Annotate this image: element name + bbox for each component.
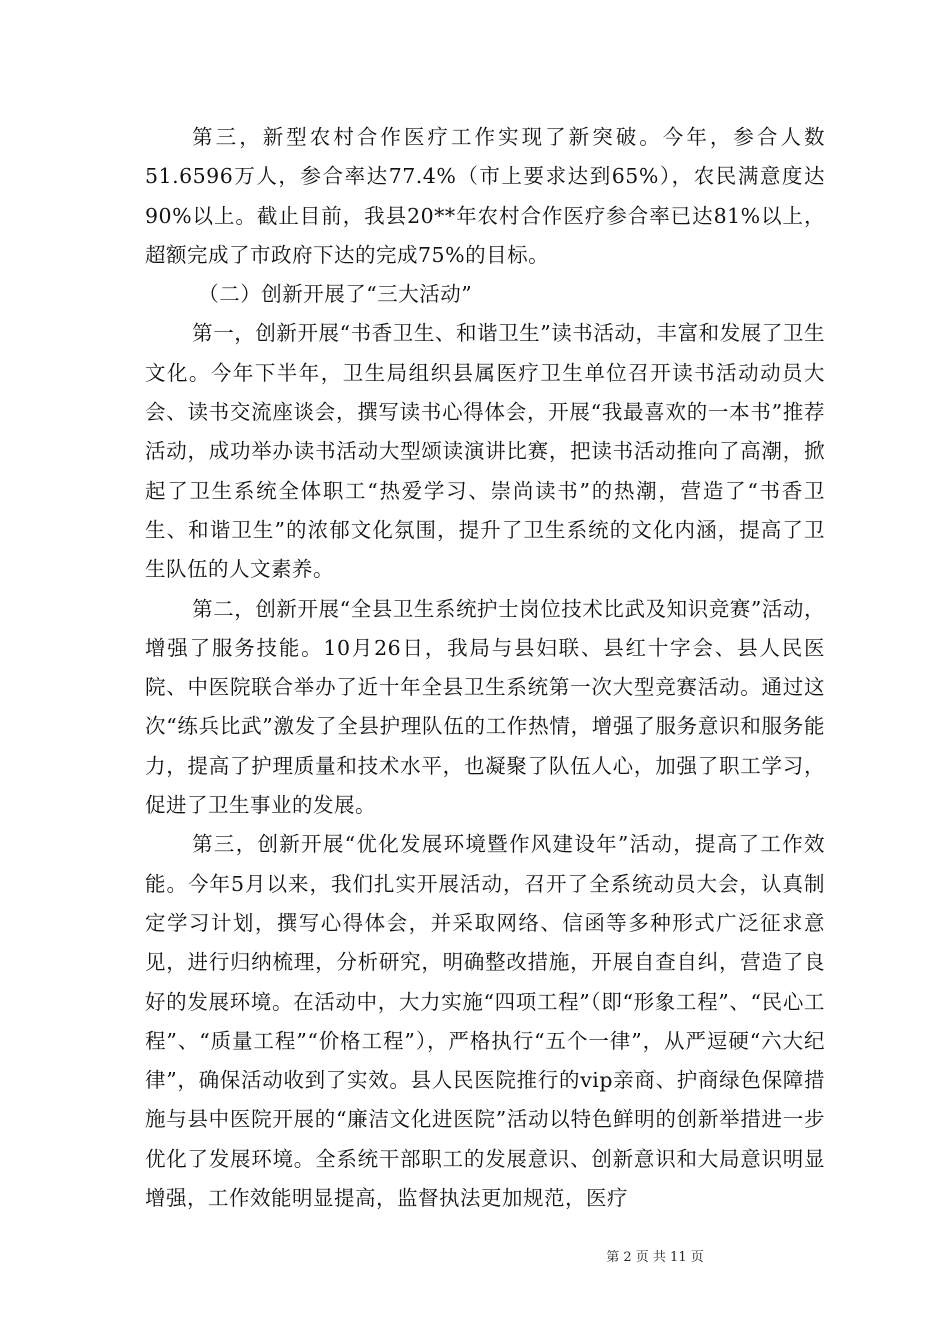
section-heading-three-activities: （二）创新开展了“三大活动” — [198, 282, 473, 307]
paragraph-reading-activity: 第一，创新开展“书香卫生、和谐卫生”读书活动，丰富和发展了卫生文化。今年下半年，卫生局组织县属医疗卫生单位召开读书活动动员大会、读书交流座谈会，撰写读书心得体会，开展“我最喜欢的一本书”推荐活动，成功举办读书活动大型颂读演讲比赛，把读书活动推向了高潮，掀起了卫生系统全体职工“热爱学习、崇尚读书”的热潮，营造了“书香卫生、和谐卫生”的浓郁文化氛围，提升了卫生系统的文化内涵，提高了卫生队伍的人文素养。 — [145, 321, 825, 582]
paragraph-new-rural-cooperative-medical: 第三，新型农村合作医疗工作实现了新突破。今年，参合人数51.6596万人，参合率达77.4%（市上要求达到65%），农民满意度达90%以上。截止目前，我县20**年农村合作医疗参合率已达81%以上，超额完成了市政府下达的完成75%的目标。 — [145, 125, 825, 267]
paragraph-nurse-skills-competition: 第二，创新开展“全县卫生系统护士岗位技术比武及知识竞赛”活动，增强了服务技能。10月26日，我局与县妇联、县红十字会、县人民医院、中医院联合举办了近十年全县卫生系统第一次大型竞赛活动。通过这次“练兵比武”激发了全县护理队伍的工作热情，增强了服务意识和服务能力，提高了护理质量和技术水平，也凝聚了队伍人心，加强了职工学习，促进了卫生事业的发展。 — [145, 596, 825, 818]
document-body — [145, 118, 825, 1218]
paragraph-development-environment-activity: 第三，创新开展“优化发展环境暨作风建设年”活动，提高了工作效能。今年5月以来，我们扎实开展活动，召开了全系统动员大会，认真制定学习计划，撰写心得体会，并采取网络、信函等多种形式广泛征求意见，进行归纳梳理，分析研究，明确整改措施，开展自查自纠，营造了良好的发展环境。在活动中，大力实施“四项工程”（即“形象工程”、“民心工程”、“质量工程”“价格工程”），严格执行“五个一律”，从严逗硬“六大纪律”，确保活动收到了实效。县人民医院推行的vip亲商、护商绿色保障措施与县中医院开展的“廉洁文化进医院”活动以特色鲜明的创新举措进一步优化了发展环境。全系统干部职工的发展意识、创新意识和大局意识明显增强，工作效能明显提高，监督执法更加规范，医疗 — [145, 832, 825, 1211]
page-number: 第 2 页 共 11 页 — [606, 1250, 704, 1265]
page-footer — [0, 1250, 950, 1266]
